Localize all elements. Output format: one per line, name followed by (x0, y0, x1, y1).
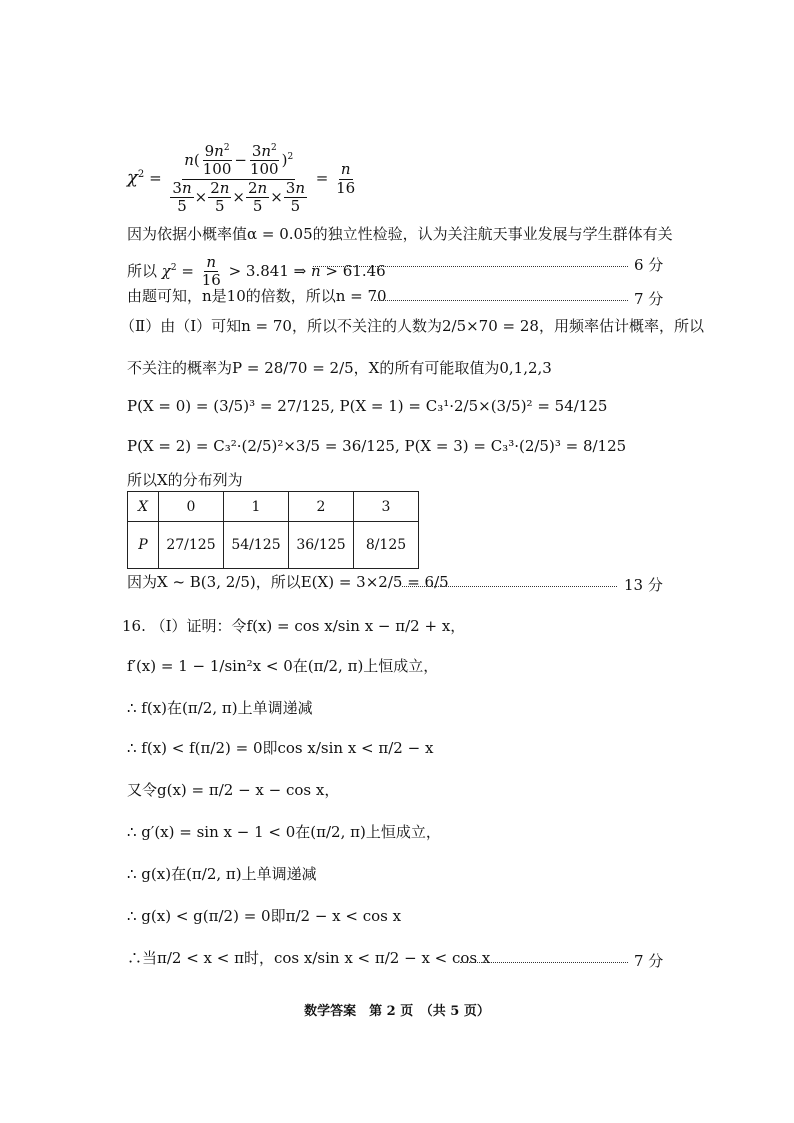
line-px01: P(X = 0) = (3/5)³ = 27/125, P(X = 1) = C₃¹·2/5×(3/5)² = 54/125 (127, 397, 608, 415)
score-13: 13 分 (624, 576, 663, 594)
line-binomial: 因为X ~ B(3, 2/5)，所以E(X) = 3×2/5 = 6/5 (127, 573, 449, 591)
score-6: 6 分 (634, 256, 664, 274)
line-g-decreasing: ∴ g(x)在(π/2, π)上单调递减 (127, 865, 317, 883)
line-n-multiple: 由题可知，n是10的倍数，所以n = 70 (127, 287, 387, 305)
line-so-chi: 所以 $\chi^2$ = $\frac{n}{16}$ > 3.841 ⇒ n > 61.46 (127, 253, 386, 290)
table-cell: 0 (159, 492, 224, 522)
line-px23: P(X = 2) = C₃²·(2/5)²×3/5 = 36/125, P(X = 3) = C₃³·(2/5)³ = 8/125 (127, 437, 627, 455)
table-cell: 2 (289, 492, 354, 522)
score-7a: 7 分 (634, 290, 664, 308)
leader-dots-7a (374, 300, 628, 301)
line-g-inequality: ∴ g(x) < g(π/2) = 0即π/2 − x < cos x (127, 907, 402, 925)
line-prob-intro: 不关注的概率为P = 28/70 = 2/5，X的所有可能取值为0,1,2,3 (127, 359, 552, 377)
table-cell: 27/125 (159, 522, 224, 569)
score-7b: 7 分 (634, 952, 664, 970)
table-cell: 3 (354, 492, 419, 522)
line-part2: （Ⅱ）由（Ⅰ）可知n = 70，所以不关注的人数为2/5×70 = 28，用频率估计概率，所以 (120, 317, 704, 335)
distribution-table (127, 491, 419, 569)
line-f-inequality: ∴ f(x) < f(π/2) = 0即cos x/sin x < π/2 − x (127, 739, 434, 757)
table-cell: 54/125 (224, 522, 289, 569)
q16-intro: 16. （Ⅰ）证明：令f(x) = cos x/sin x − π/2 + x， (122, 617, 466, 635)
table-cell: 1 (224, 492, 289, 522)
table-header-p: P (128, 522, 159, 569)
leader-dots-6 (313, 266, 628, 267)
leader-dots-7b (460, 962, 628, 963)
table-row (128, 522, 419, 569)
line-conclusion: ∴当π/2 < x < π时，cos x/sin x < π/2 − x < cos x (127, 949, 491, 967)
page-footer: 数学答案 第 2 页 （共 5 页） (304, 1004, 490, 1019)
line-g-definition: 又令g(x) = π/2 − x − cos x， (127, 781, 340, 799)
table-row (128, 492, 419, 522)
line-fprime: f′(x) = 1 − 1/sin²x < 0在(π/2, π)上恒成立， (127, 657, 439, 675)
table-header-x: X (128, 492, 159, 522)
line-gprime: ∴ g′(x) = sin x − 1 < 0在(π/2, π)上恒成立， (127, 823, 441, 841)
chi-square-formula: $\chi^2$ = n( $\frac{9n^2}{100}$ − $\frac{3n^2}{100}$ )$^2$ $\frac{3n}{5}$ × $\frac{2n}{5}$ × $\frac{2n}{5}$ × $\frac{3n}{5}$ = $\frac{n}{16}$ (127, 142, 356, 215)
leader-dots-13 (402, 586, 617, 587)
line-because: 因为依据小概率值α = 0.05的独立性检验，认为关注航天事业发展与学生群体有关 (127, 225, 673, 243)
line-f-decreasing: ∴ f(x)在(π/2, π)上单调递减 (127, 699, 313, 717)
line-dist-title: 所以X的分布列为 (127, 471, 243, 489)
table-cell: 8/125 (354, 522, 419, 569)
table-cell: 36/125 (289, 522, 354, 569)
